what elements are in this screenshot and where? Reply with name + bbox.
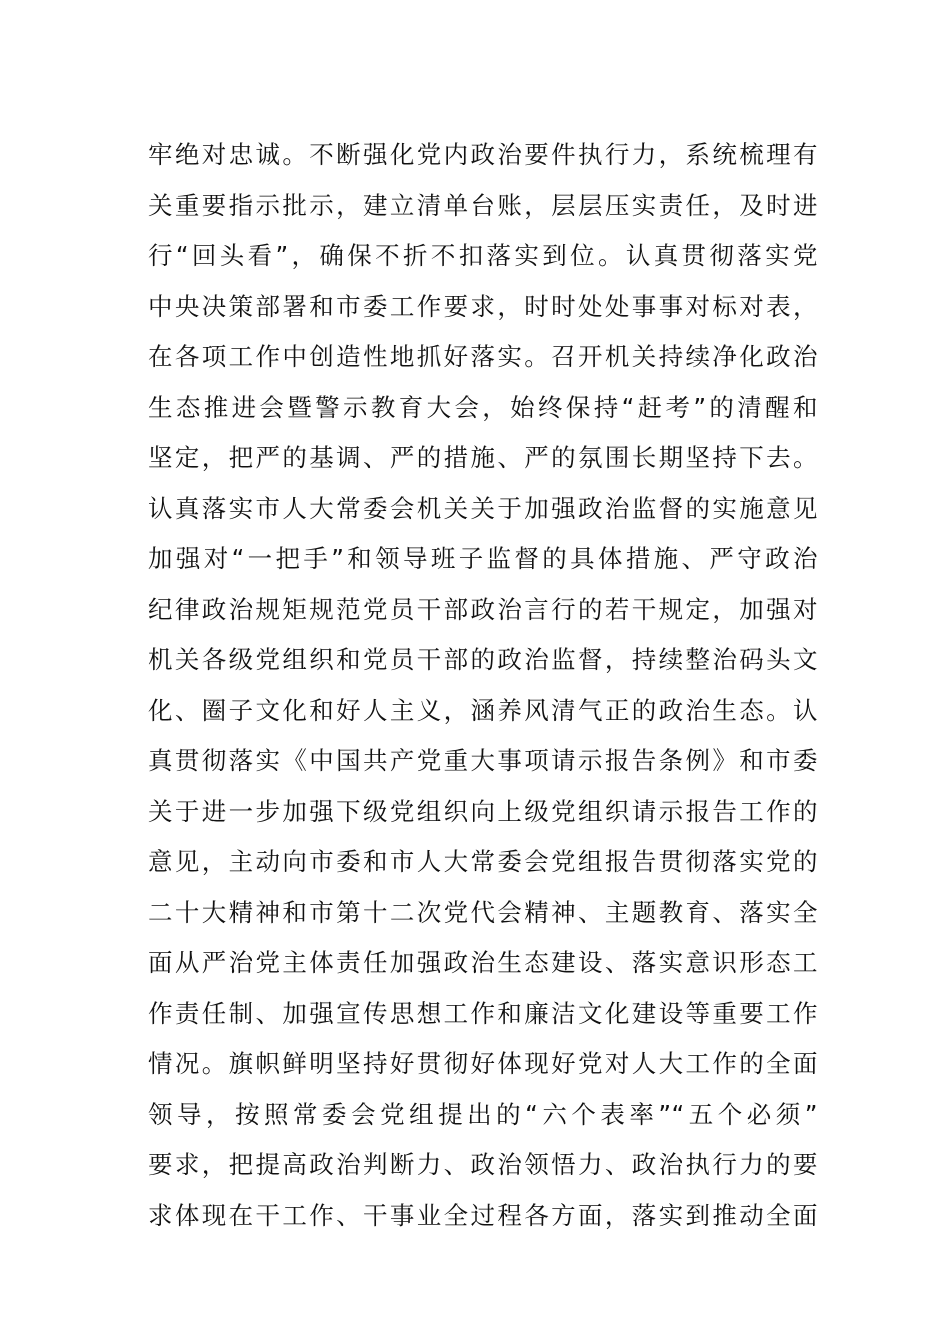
text-line-19: 情况。旗帜鲜明坚持好贯彻好体现好党对人大工作的全面	[148, 1049, 818, 1078]
body-text	[148, 130, 818, 1241]
text-line-6: 生态推进会暨警示教育大会，始终保持“赶考”的清醒和	[148, 392, 818, 422]
text-line-3: 行“回头看”，确保不折不扣落实到位。认真贯彻落实党	[148, 241, 818, 270]
text-line-11: 机关各级党组织和党员干部的政治监督，持续整治码头文	[148, 645, 818, 674]
text-line-12: 化、圈子文化和好人主义，涵养风清气正的政治生态。认	[148, 695, 818, 725]
text-line-14: 关于进一步加强下级党组织向上级党组织请示报告工作的	[148, 796, 818, 826]
text-line-15: 意见，主动向市委和市人大常委会党组报告贯彻落实党的	[148, 847, 818, 876]
text-line-7: 坚定，把严的基调、严的措施、严的氛围长期坚持下去。	[148, 443, 818, 472]
text-line-17: 面从严治党主体责任加强政治生态建设、落实意识形态工	[148, 948, 818, 977]
text-line-2: 关重要指示批示，建立清单台账，层层压实责任，及时进	[148, 190, 818, 220]
text-line-4: 中央决策部署和市委工作要求，时时处处事事对标对表，	[148, 291, 818, 321]
text-line-21: 要求，把提高政治判断力、政治领悟力、政治执行力的要	[148, 1150, 818, 1179]
text-line-8: 认真落实市人大常委会机关关于加强政治监督的实施意见	[148, 493, 818, 523]
text-line-10: 纪律政治规矩规范党员干部政治言行的若干规定，加强对	[148, 594, 818, 624]
text-line-20: 领导，按照常委会党组提出的“六个表率”“五个必须”	[148, 1099, 818, 1129]
text-line-9: 加强对“一把手”和领导班子监督的具体措施、严守政治	[148, 544, 818, 573]
text-line-22: 求体现在干工作、干事业全过程各方面，落实到推动全面	[148, 1200, 818, 1230]
text-line-13: 真贯彻落实《中国共产党重大事项请示报告条例》和市委	[148, 746, 818, 775]
text-line-1: 牢绝对忠诚。不断强化党内政治要件执行力，系统梳理有	[148, 140, 818, 169]
text-line-5: 在各项工作中创造性地抓好落实。召开机关持续净化政治	[148, 342, 818, 371]
text-line-18: 作责任制、加强宣传思想工作和廉洁文化建设等重要工作	[148, 998, 818, 1028]
text-line-16: 二十大精神和市第十二次党代会精神、主题教育、落实全	[148, 897, 818, 927]
